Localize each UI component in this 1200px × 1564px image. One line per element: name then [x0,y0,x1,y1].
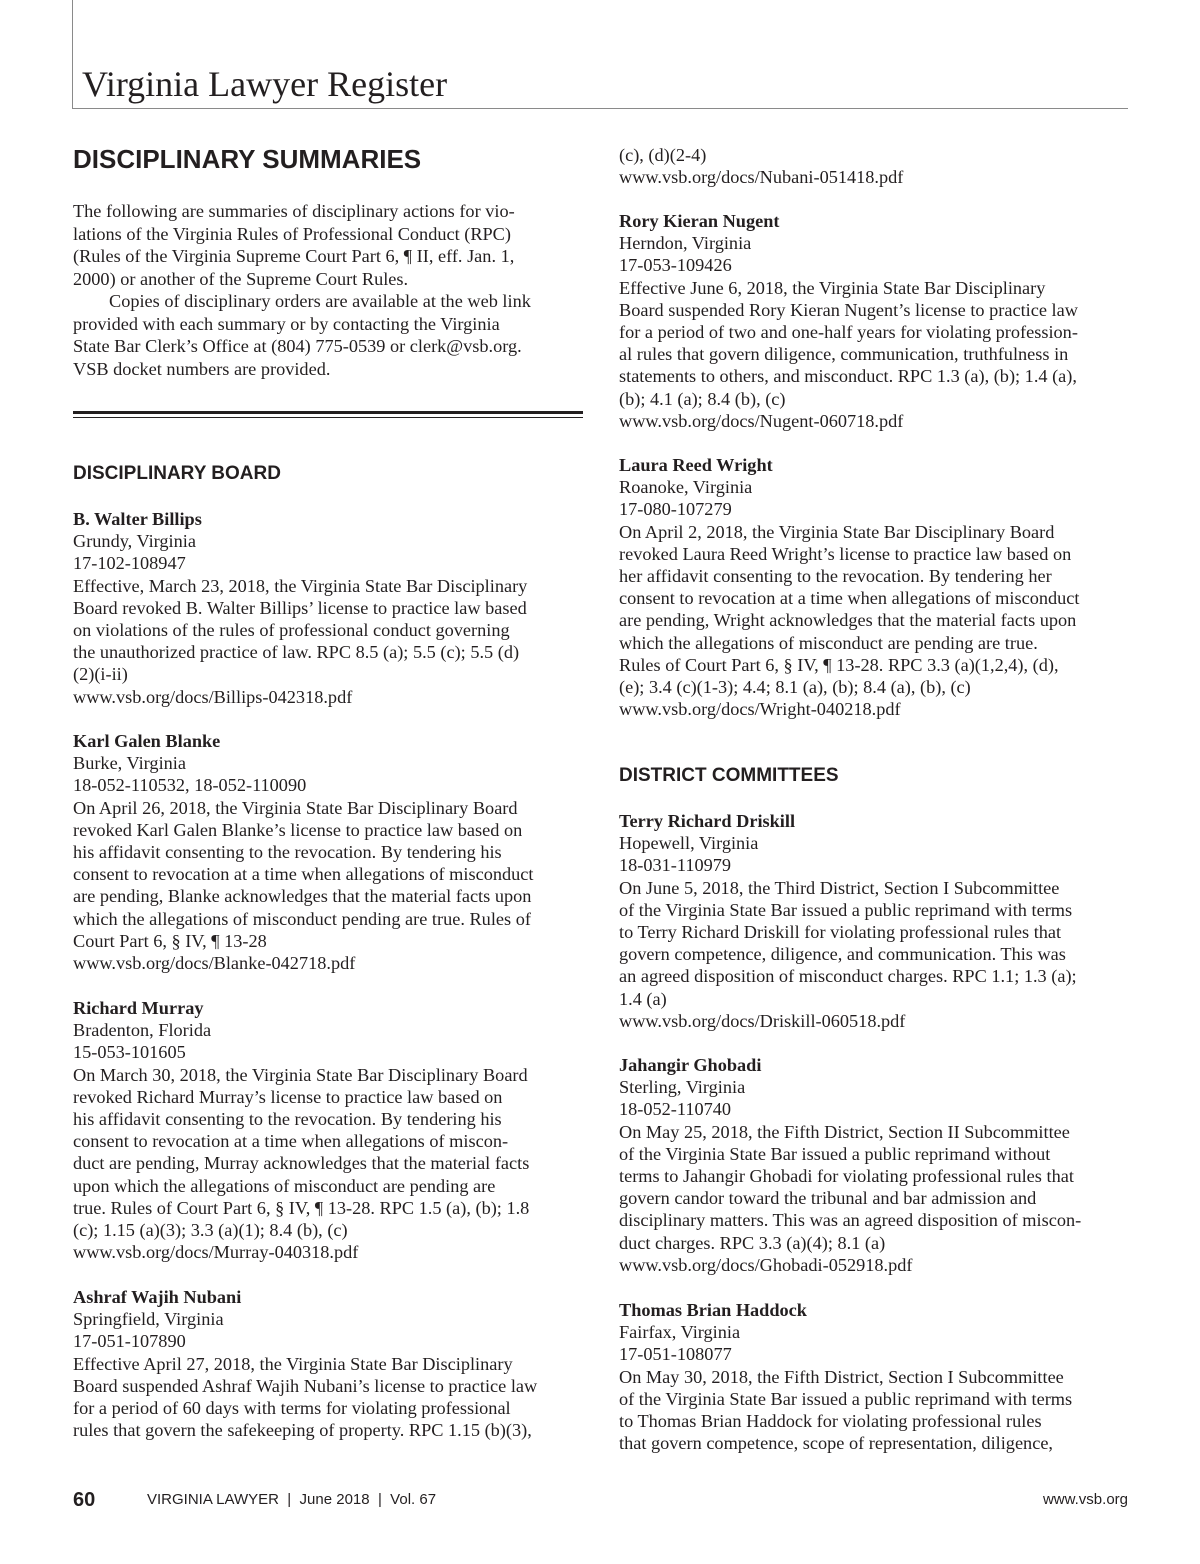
respondent-name: Thomas Brian Haddock [619,1300,807,1320]
summary-line: for a period of two and one-half years for violating profession- [619,322,1078,343]
intro-line: State Bar Clerk’s Office at (804) 775-0539 or clerk@vsb.org. [73,336,522,356]
case-nubani-continued [619,144,1131,188]
intro-line: VSB docket numbers are provided. [73,358,331,379]
summary-line: On April 2, 2018, the Virginia State Bar Disciplinary Board [619,521,1055,542]
order-link[interactable]: www.vsb.org/docs/Driskill-060518.pdf [619,1010,906,1031]
section-divider [73,411,583,418]
respondent-location: Hopewell, Virginia [619,833,759,854]
order-link[interactable]: www.vsb.org/docs/Murray-040318.pdf [73,1242,359,1263]
summary-line: On May 25, 2018, the Fifth District, Section II Subcommittee [619,1121,1070,1142]
summary-line: govern competence, diligence, and communication. This was [619,944,1066,965]
summary-line: (2)(i-ii) [73,664,128,685]
case-murray [73,997,583,1263]
docket-number: 18-031-110979 [619,855,732,876]
summary-line: revoked Laura Reed Wright’s license to practice law based on [619,543,1072,564]
summary-line: (e); 3.4 (c)(1-3); 4.4; 8.1 (a), (b); 8.4 (a), (b), (c) [619,677,971,698]
case-blanke [73,730,583,974]
section-heading-disciplinary-board: DISCIPLINARY BOARD [73,463,281,484]
respondent-location: Burke, Virginia [73,753,186,774]
header-horizontal-rule [72,108,1128,109]
intro-line: provided with each summary or by contacting the Virginia [73,313,500,334]
page-title: DISCIPLINARY SUMMARIES [73,144,422,174]
intro-line: Copies of disciplinary orders are available at the web link [109,291,531,311]
case-wright [619,454,1131,720]
summary-line: On May 30, 2018, the Fifth District, Section I Subcommittee [619,1366,1064,1387]
respondent-name: Laura Reed Wright [619,455,773,475]
summary-line: upon which the allegations of misconduct are pending are [73,1175,496,1196]
summary-line: 1.4 (a) [619,988,667,1009]
respondent-name: Ashraf Wajih Nubani [73,1287,242,1307]
summary-line: revoked Richard Murray’s license to practice law based on [73,1086,503,1107]
intro-paragraph-2 [73,290,563,380]
page-footer [73,1488,1128,1512]
summary-line: to Terry Richard Driskill for violating professional rules that [619,922,1062,943]
intro-paragraph-1 [73,200,563,290]
summary-line: Effective June 6, 2018, the Virginia State Bar Disciplinary [619,277,1046,298]
summary-line: an agreed disposition of misconduct charges. RPC 1.1; 1.3 (a); [619,966,1077,987]
order-link[interactable]: www.vsb.org/docs/Nubani-051418.pdf [619,167,904,188]
respondent-location: Sterling, Virginia [619,1077,746,1098]
summary-line: On April 26, 2018, the Virginia State Bar Disciplinary Board [73,797,518,818]
summary-line: which the allegations of misconduct are pending are true. [619,632,1038,653]
summary-line: true. Rules of Court Part 6, § IV, ¶ 13-28. RPC 1.5 (a), (b); 1.8 [73,1197,530,1218]
intro-line: 2000) or another of the Supreme Court Rules. [73,268,409,289]
summary-line: govern candor toward the tribunal and bar admission and [619,1188,1037,1209]
summary-line: Effective, March 23, 2018, the Virginia State Bar Disciplinary [73,575,528,596]
summary-line: Court Part 6, § IV, ¶ 13-28 [73,930,267,951]
case-billips [73,508,583,708]
docket-number: 18-052-110740 [619,1099,732,1120]
summary-line: of the Virginia State Bar issued a public reprimand with terms [619,1388,1073,1409]
docket-number: 17-102-108947 [73,553,186,574]
summary-line: of the Virginia State Bar issued a public reprimand with terms [619,899,1073,920]
docket-number: 17-051-107890 [73,1331,186,1352]
respondent-location: Roanoke, Virginia [619,477,753,498]
case-nugent [619,210,1131,432]
order-link[interactable]: www.vsb.org/docs/Blanke-042718.pdf [73,953,356,974]
summary-line: his affidavit consenting to the revocation. By tendering his [73,842,502,863]
respondent-location: Grundy, Virginia [73,531,196,552]
case-driskill [619,810,1131,1032]
summary-line: that govern competence, scope of representation, diligence, [619,1433,1054,1454]
summary-line: disciplinary matters. This was an agreed disposition of miscon- [619,1210,1082,1231]
summary-line: are pending, Blanke acknowledges that the material facts upon [73,886,532,907]
header-vertical-rule [72,0,73,108]
order-link[interactable]: www.vsb.org/docs/Ghobadi-052918.pdf [619,1254,913,1275]
respondent-location: Fairfax, Virginia [619,1322,741,1343]
docket-number: 18-052-110532, 18-052-110090 [73,775,307,796]
summary-line: al rules that govern diligence, communication, truthfulness in [619,344,1069,365]
case-haddock [619,1299,1131,1454]
respondent-name: Richard Murray [73,998,204,1018]
order-link[interactable]: www.vsb.org/docs/Billips-042318.pdf [73,686,353,707]
summary-line: of the Virginia State Bar issued a public reprimand without [619,1143,1051,1164]
summary-line: for a period of 60 days with terms for violating professional [73,1398,511,1419]
summary-line: which the allegations of misconduct pending are true. Rules of [73,908,531,929]
summary-line: her affidavit consenting to the revocation. By tendering her [619,566,1052,587]
summary-line: consent to revocation at a time when allegations of misconduct [619,588,1080,609]
summary-line: revoked Karl Galen Blanke’s license to practice law based on [73,819,523,840]
summary-line: Board suspended Ashraf Wajih Nubani’s license to practice law [73,1375,538,1396]
intro-line: (Rules of the Virginia Supreme Court Part 6, ¶ II, eff. Jan. 1, [73,246,515,266]
publication-info: VIRGINIA LAWYER | June 2018 | Vol. 67 [147,1491,437,1508]
intro-text [73,200,563,380]
summary-line: duct charges. RPC 3.3 (a)(4); 8.1 (a) [619,1232,886,1253]
respondent-name: Jahangir Ghobadi [619,1055,762,1075]
docket-number: 17-053-109426 [619,255,732,276]
summary-line: terms to Jahangir Ghobadi for violating professional rules that [619,1166,1074,1187]
summary-line: rules that govern the safekeeping of property. RPC 1.15 (b)(3), [73,1420,532,1441]
case-nubani [73,1286,583,1441]
summary-line: on violations of the rules of professional conduct governing [73,620,510,641]
intro-line: lations of the Virginia Rules of Professional Conduct (RPC) [73,223,511,244]
summary-line: are pending, Wright acknowledges that the material facts upon [619,610,1077,631]
summary-line: Board suspended Rory Kieran Nugent’s license to practice law [619,299,1078,320]
order-link[interactable]: www.vsb.org/docs/Wright-040218.pdf [619,699,901,720]
respondent-name: Rory Kieran Nugent [619,211,780,231]
summary-line: On June 5, 2018, the Third District, Section I Subcommittee [619,877,1060,898]
summary-line: the unauthorized practice of law. RPC 8.5 (a); 5.5 (c); 5.5 (d) [73,642,520,663]
summary-line: (c), (d)(2-4) [619,145,707,165]
summary-line: Board revoked B. Walter Billips’ license to practice law based [73,597,527,618]
section-heading-district-committees: DISTRICT COMMITTEES [619,765,839,786]
summary-line: consent to revocation at a time when allegations of miscon- [73,1131,509,1152]
summary-line: statements to others, and misconduct. RPC 1.3 (a), (b); 1.4 (a), [619,366,1077,387]
respondent-name: Karl Galen Blanke [73,731,221,751]
summary-line: to Thomas Brian Haddock for violating professional rules [619,1411,1042,1432]
summary-line: his affidavit consenting to the revocation. By tendering his [73,1109,502,1130]
docket-number: 15-053-101605 [73,1042,186,1063]
page-number: 60 [73,1489,96,1511]
summary-line: duct are pending, Murray acknowledges that the material facts [73,1153,530,1174]
summary-line: (c); 1.15 (a)(3); 3.3 (a)(1); 8.4 (b), (c) [73,1220,348,1241]
respondent-location: Bradenton, Florida [73,1020,212,1041]
summary-line: On March 30, 2018, the Virginia State Bar Disciplinary Board [73,1064,528,1085]
summary-line: (b); 4.1 (a); 8.4 (b), (c) [619,388,786,409]
respondent-name: B. Walter Billips [73,509,202,529]
order-link[interactable]: www.vsb.org/docs/Nugent-060718.pdf [619,410,904,431]
summary-line: consent to revocation at a time when allegations of misconduct [73,864,534,885]
website-link[interactable]: www.vsb.org [1042,1491,1128,1508]
docket-number: 17-080-107279 [619,499,732,520]
publication-title: Virginia Lawyer Register [82,64,448,104]
summary-line: Effective April 27, 2018, the Virginia State Bar Disciplinary [73,1353,513,1374]
summary-line: Rules of Court Part 6, § IV, ¶ 13-28. RPC 3.3 (a)(1,2,4), (d), [619,654,1059,675]
respondent-name: Terry Richard Driskill [619,811,796,831]
respondent-location: Springfield, Virginia [73,1309,224,1330]
respondent-location: Herndon, Virginia [619,233,752,254]
docket-number: 17-051-108077 [619,1344,732,1365]
case-ghobadi [619,1054,1131,1276]
intro-line: The following are summaries of disciplinary actions for vio- [73,201,515,221]
